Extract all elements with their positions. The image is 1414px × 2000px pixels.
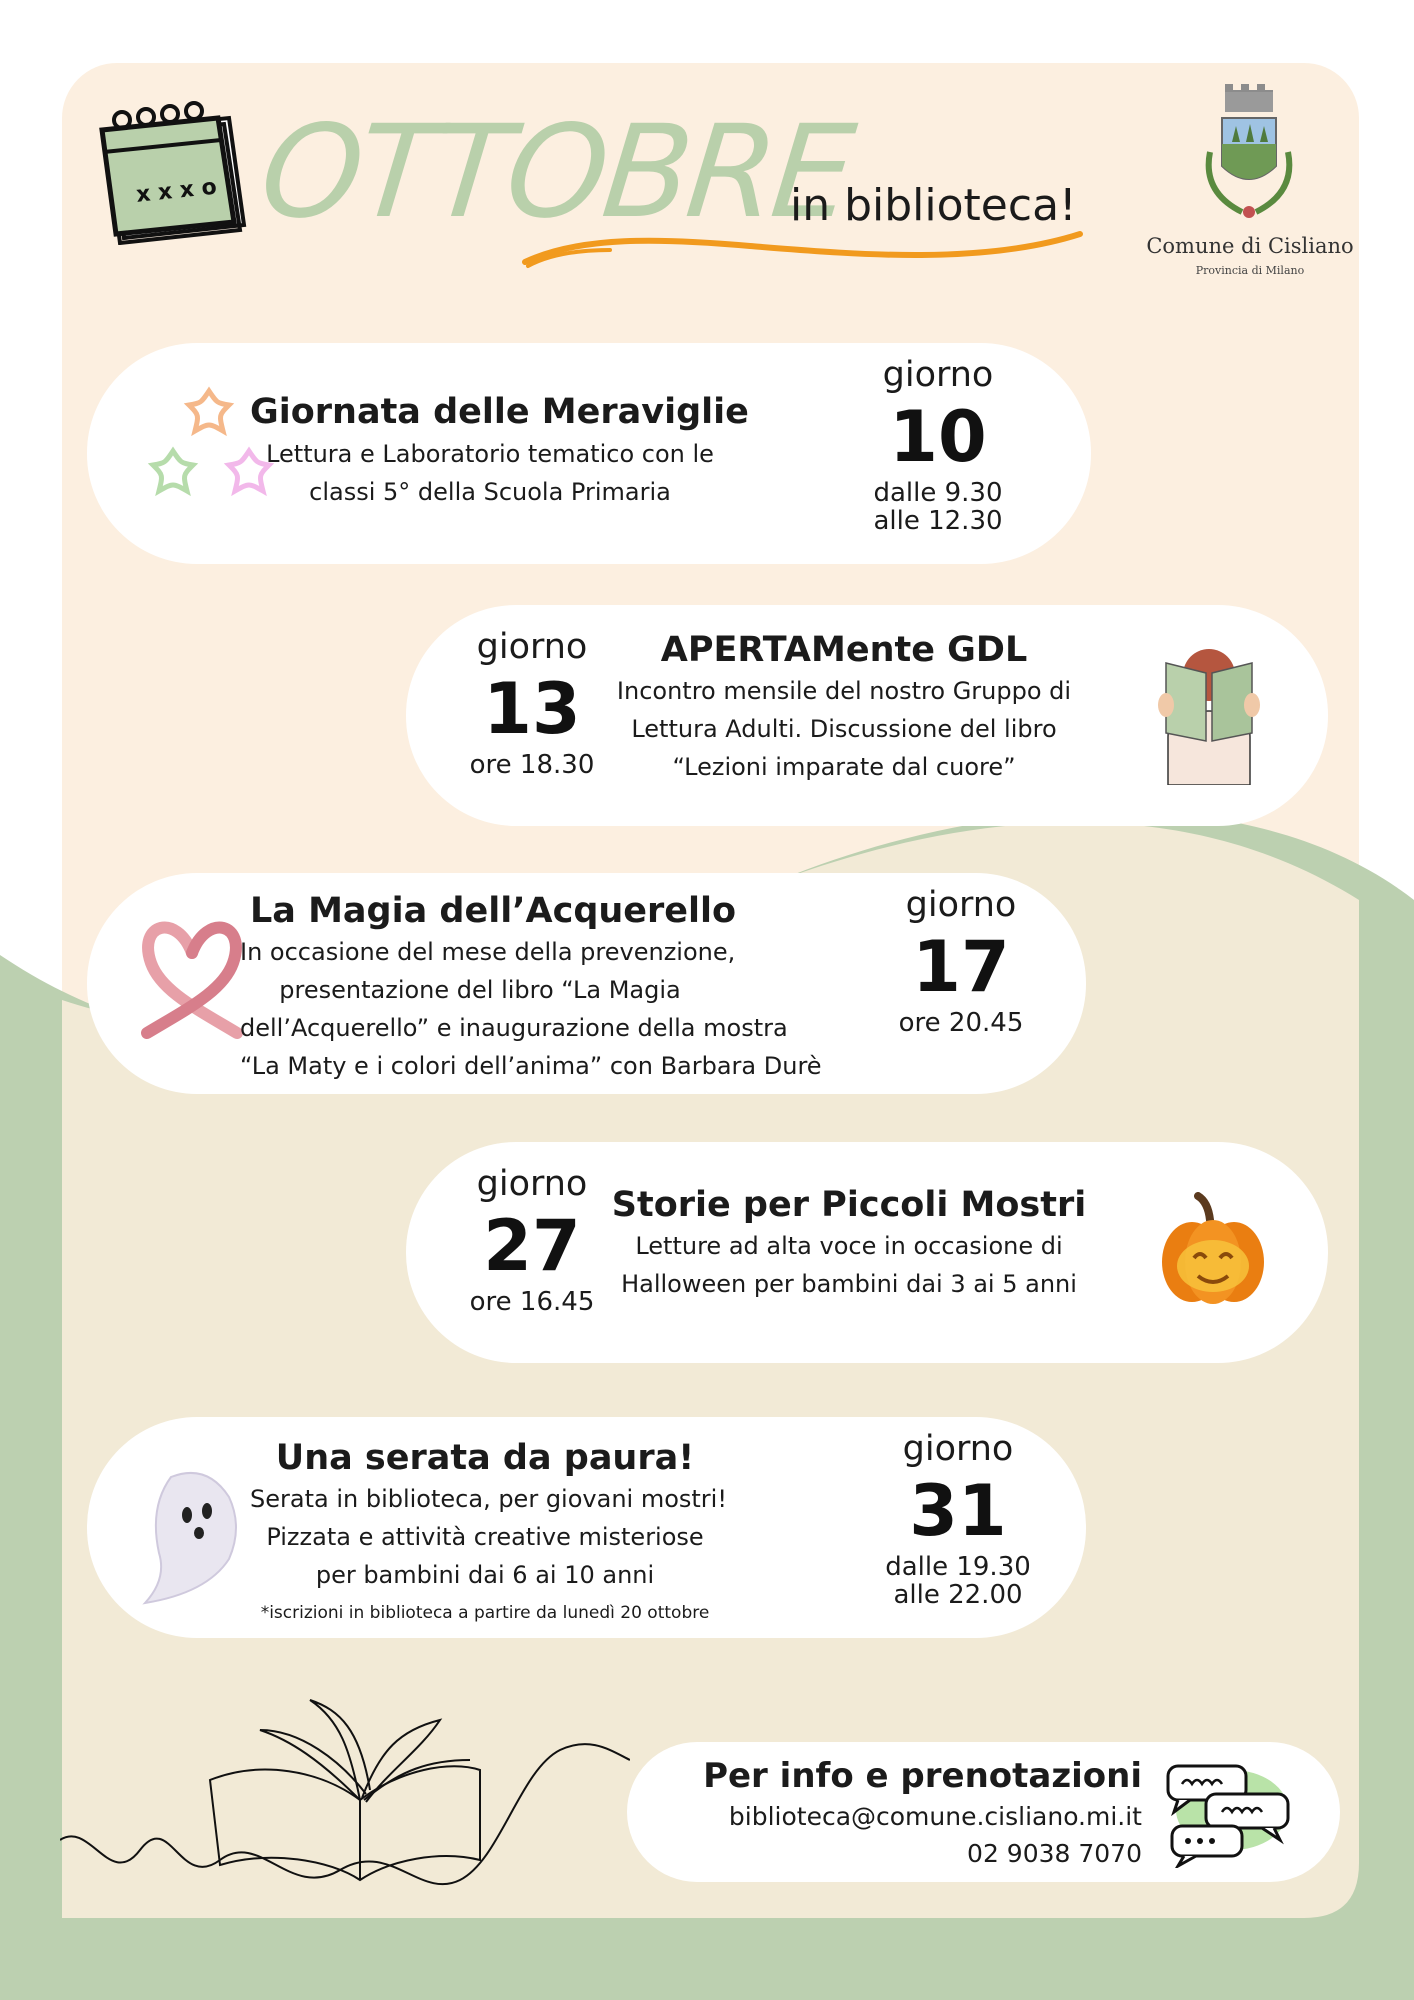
coat-of-arms-logo [1192, 82, 1306, 232]
info-title: Per info e prenotazioni [703, 1756, 1142, 1796]
event-title: Giornata delle Meraviglie [250, 392, 749, 432]
svg-text:x x x o: x x x o [135, 174, 218, 208]
event-card-5 [87, 1417, 1086, 1638]
day-number: 27 [483, 1205, 581, 1287]
event-time: alle 12.30 [873, 506, 1003, 536]
event-description-line: Pizzata e attività creative misteriose [266, 1523, 704, 1551]
reader-icon [1144, 645, 1274, 785]
event-card-1 [87, 343, 1091, 564]
contact-email[interactable]: biblioteca@comune.cisliano.mi.it [728, 1802, 1142, 1831]
event-title: La Magia dell’Acquerello [250, 891, 737, 931]
event-description-line: Lettura Adulti. Discussione del libro [631, 715, 1057, 743]
chat-bubbles-icon [1162, 1760, 1294, 1868]
event-date [861, 885, 1061, 1037]
event-description-line: dell’Acquerello” e inaugurazione della mostra [240, 1014, 788, 1042]
event-description-line: Halloween per bambini dai 3 ai 5 anni [621, 1270, 1077, 1298]
day-label: giorno [476, 627, 588, 667]
day-number: 31 [909, 1470, 1007, 1552]
day-label: giorno [902, 1429, 1014, 1469]
event-description-line: “La Maty e i colori dell’anima” con Barbara Durè [240, 1052, 822, 1080]
event-description-line: classi 5° della Scuola Primaria [309, 478, 671, 506]
event-description-line: presentazione del libro “La Magia [279, 976, 681, 1004]
day-label: giorno [905, 885, 1017, 925]
ribbon-heart-icon [137, 913, 247, 1043]
day-number: 13 [483, 668, 581, 750]
event-time: ore 18.30 [469, 750, 595, 780]
event-description-line: Letture ad alta voce in occasione di [635, 1232, 1063, 1260]
event-description-line: “Lezioni imparate dal cuore” [672, 753, 1016, 781]
event-time: dalle 19.30 [885, 1552, 1031, 1582]
event-card-2 [406, 605, 1328, 826]
event-card-4 [406, 1142, 1328, 1363]
day-label: giorno [882, 355, 994, 395]
event-title: Storie per Piccoli Mostri [611, 1185, 1087, 1225]
event-description-line: In occasione del mese della prevenzione, [240, 938, 736, 966]
event-time: ore 16.45 [469, 1287, 595, 1317]
event-note: *iscrizioni in biblioteca a partire da lunedì 20 ottobre [260, 1603, 710, 1623]
page-title: OTTOBRE [254, 98, 858, 247]
logo-name: Comune di Cisliano [1146, 234, 1354, 258]
day-label: giorno [476, 1164, 588, 1204]
event-time: alle 22.00 [893, 1580, 1023, 1610]
event-time: ore 20.45 [898, 1008, 1024, 1038]
event-description-line: per bambini dai 6 ai 10 anni [315, 1561, 655, 1589]
event-title: Una serata da paura! [275, 1438, 695, 1478]
info-text [627, 1742, 1142, 1882]
event-description-line: Incontro mensile del nostro Gruppo di [616, 677, 1072, 705]
event-time: dalle 9.30 [873, 478, 1003, 508]
ghost-icon [137, 1467, 247, 1607]
underline-swoosh [520, 226, 1090, 276]
info-card [627, 1742, 1340, 1882]
event-description-line: Serata in biblioteca, per giovani mostri! [250, 1485, 727, 1513]
calendar-icon [94, 100, 254, 245]
event-title: APERTAMente GDL [660, 630, 1028, 670]
event-date [858, 1429, 1058, 1609]
pumpkin-icon [1154, 1192, 1272, 1310]
day-number: 10 [889, 396, 987, 478]
logo-subtitle: Provincia di Milano [1195, 264, 1305, 277]
open-book-icon [60, 1690, 630, 1910]
event-date [838, 355, 1038, 535]
contact-phone[interactable]: 02 9038 7070 [967, 1839, 1142, 1868]
day-number: 17 [912, 926, 1010, 1008]
event-description-line: Lettura e Laboratorio tematico con le [266, 440, 714, 468]
event-card-3 [87, 873, 1086, 1094]
page-subtitle: in biblioteca! [790, 180, 1077, 231]
